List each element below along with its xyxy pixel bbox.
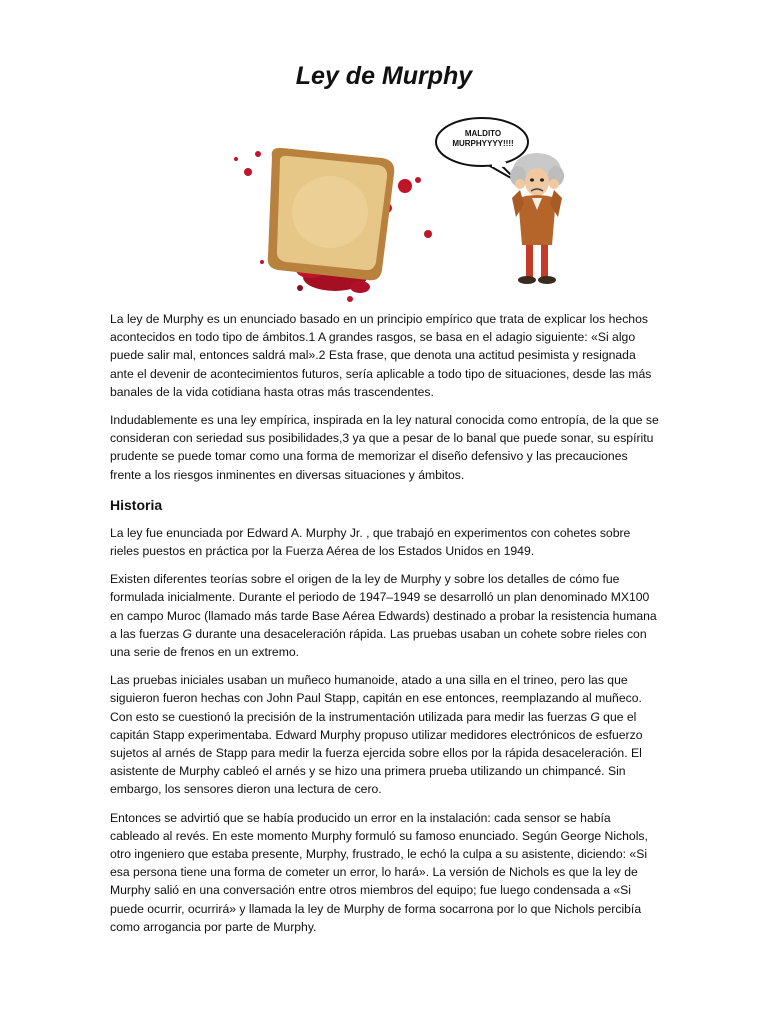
page-title: Ley de Murphy [295, 62, 473, 90]
paragraph-intro-2: Indudablemente es una ley empírica, inspirada en la ley natural conocida como entropía, de la que se consideran con seriedad sus posibilidades,3 ya que a pesar de lo banal que puede sonar, su espíritu prudente se puede tomar como una forma de memorizar el diseño defensivo y las precauciones frente a los riesgos inminentes en diversas situaciones y ámbitos. [110, 413, 659, 482]
section-heading-historia: Historia [110, 496, 163, 513]
paragraph-historia-3: Las pruebas iniciales usaban un muñeco humanoide, atado a una silla en el trineo, pero las que siguieron fueron hechas con John Paul Stapp, capitán en ese entonces, reemplazando al muñeco. Con esto se cuestionó la precisión de la instrumentación utilizada para medir las fuerzas G que el capitán Stapp experimentaba. Edward Murphy propuso utilizar medidores electrónicos de esfuerzo sujetos al arnés de Stapp para medir la fuerza ejercida sobre ellos por la rápida desaceleración. El asistente de Murphy cableó el arnés y se hizo una primera prueba utilizando un chimpancé. Sin embargo, los sensores dieron una lectura de cero. [110, 673, 643, 797]
illustration-svg [200, 112, 600, 302]
illustration [200, 112, 600, 302]
document-body [110, 310, 660, 946]
toast-icon [268, 148, 395, 280]
cartoon-man-icon [510, 153, 564, 284]
paragraph-historia-1: La ley fue enunciada por Edward A. Murphy Jr. , que trabajó en experimentos con cohetes sobre rieles puestos en práctica por la Fuerza Aérea de los Estados Unidos en 1949. [110, 525, 631, 559]
paragraph-intro-1: La ley de Murphy es un enunciado basado en un principio empírico que trata de explicar los hechos acontecidos en todo tipo de ámbitos.1 A grandes rasgos, se basa en el adagio siguiente: «Si algo puede salir mal, entonces saldrá mal».2 Esta frase, que denota una actitud pesimista y resignada ante el devenir de acontecimientos futuros, sería aplicable a todo tipo de situaciones, desde las más banales de la vida cotidiana hasta otras más trascendentes. [110, 312, 652, 399]
paragraph-historia-4: Entonces se advirtió que se había producido un error en la instalación: cada sensor se había cableado al revés. En este momento Murphy formuló su famoso enunciado. Según George Nichols, otro ingeniero que estaba presente, Murphy, frustrado, le echó la culpa a su asistente, diciendo: «Si esa persona tiene una forma de cometer un error, lo hará». La versión de Nichols es que la ley de Murphy salió en una conversación entre otros miembros del equipo; fue luego condensada a «Si puede ocurrir, ocurrirá» y llamada la ley de Murphy de forma socarrona por lo que Nichols percibía como arrogancia por parte de Murphy. [110, 810, 648, 934]
paragraph-historia-2: Existen diferentes teorías sobre el origen de la ley de Murphy y sobre los detalles de cómo fue formulada inicialmente. Durante el periodo de 1947–1949 se desarrolló un plan denominado MX100 en campo Muroc (llamado más tarde Base Aérea Edwards) destinado a probar la resistencia humana a las fuerzas G durante una desaceleración rápida. Las pruebas usaban un cohete sobre rieles con una serie de frenos en un extremo. [110, 572, 657, 660]
speech-bubble-text: MALDITO MURPHYYYY!!!! [452, 129, 514, 148]
